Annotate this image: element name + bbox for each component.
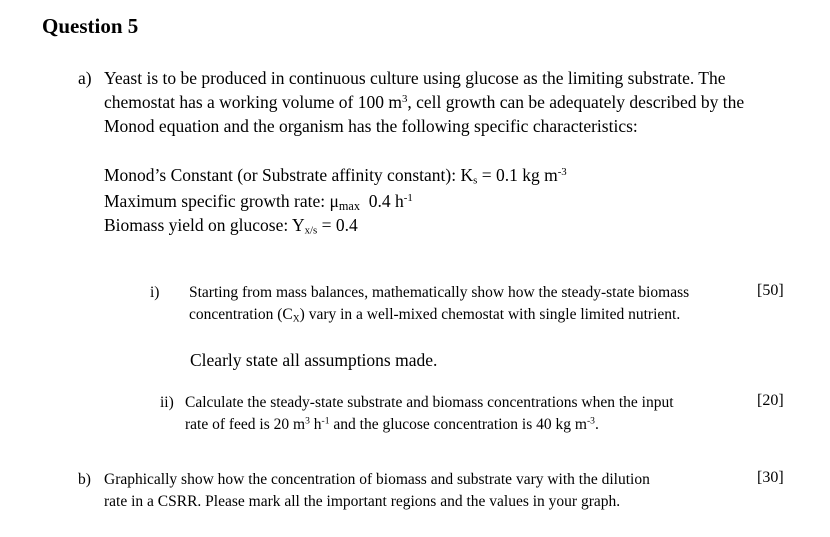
part-a-intro-line1: Yeast is to be produced in continuous culture using glucose as the limiting substrate. The [104,68,726,88]
char2-pre: Maximum specific growth rate: [104,191,330,211]
char1-post: = 0.1 kg m [477,165,558,185]
intro-line2-post: , cell growth can be adequately described by the [407,92,745,112]
sub-ii-line2-end: . [594,416,599,433]
sub-i-line2 [189,304,680,326]
characteristic-max-growth-rate [104,189,413,213]
part-a-label: a) [78,68,92,88]
part-b-marks: [30] [757,469,784,486]
char1-sub: s [473,174,478,187]
intro-line2-sup: 3 [401,93,408,106]
sub-ii-line2-pre: rate of feed is 20 m [185,416,306,433]
sub-i-label: i) [150,284,160,301]
sub-ii-marks: [20] [757,392,784,409]
char2-mu: μ [329,191,339,211]
question-title: Question 5 [42,14,139,38]
sub-ii-line2-mid1: h [309,416,322,433]
sub-ii-line2 [185,414,599,436]
char2-sup: -1 [403,192,413,205]
sub-ii-line1: Calculate the steady-state substrate and biomass concentrations when the input [185,394,674,411]
part-a-intro-line3: Monod equation and the organism has the following specific characteristics: [104,116,638,136]
sub-i-line2-sub: X [292,313,300,325]
char1-sup: -3 [557,166,567,179]
sub-ii-line2-mid2: and the glucose concentration is 40 kg m [329,416,587,433]
char3-sub: x/s [304,224,318,237]
sub-ii-label: ii) [160,394,174,411]
part-b-label: b) [78,471,91,488]
char3-post: = 0.4 [317,215,358,235]
intro-line2-pre: chemostat has a working volume of 100 m [104,92,402,112]
characteristic-biomass-yield [104,213,358,237]
part-b-line2: rate in a CSRR. Please mark all the important regions and the values in your graph. [104,493,621,510]
part-a-intro-line2 [104,90,744,114]
sub-ii-line2-sup1: 3 [305,415,310,427]
sub-i-assumptions: Clearly state all assumptions made. [190,350,438,370]
sub-i-line2-pre: concentration (C [189,306,293,323]
char3-pre: Biomass yield on glucose: Y [104,215,305,235]
part-b-line1: Graphically show how the concentration of biomass and substrate vary with the dilution [104,471,650,488]
characteristic-monod-constant [104,163,567,187]
char1-pre: Monod’s Constant (or Substrate affinity constant): K [104,165,474,185]
char2-post: 0.4 h [359,191,404,211]
sub-ii-line2-sup2: -1 [321,415,330,427]
char2-mu-sub: max [338,199,360,214]
sub-i-marks: [50] [757,282,784,299]
sub-i-line1: Starting from mass balances, mathematically show how the steady-state biomass [189,284,690,301]
sub-ii-line2-sup3: -3 [586,415,595,427]
sub-i-line2-post: ) vary in a well-mixed chemostat with single limited nutrient. [299,306,681,323]
